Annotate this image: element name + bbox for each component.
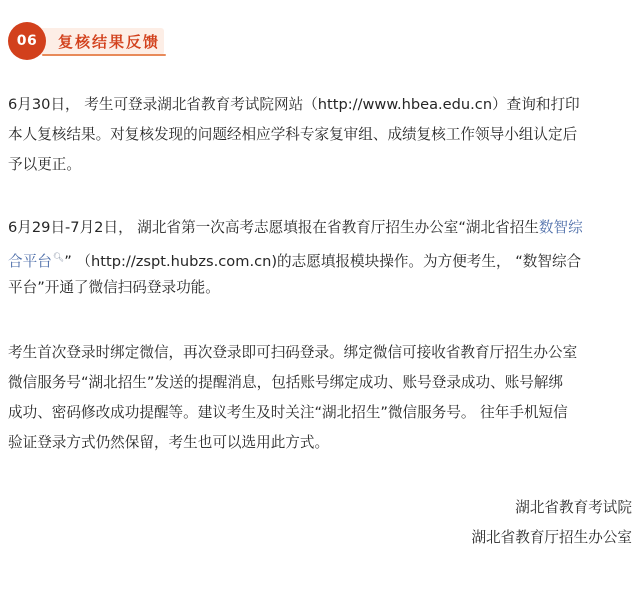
header-underline bbox=[42, 54, 166, 56]
paragraph-line: 考生首次登录时绑定微信，再次登录即可扫码登录。绑定微信可接收省教育厅招生办公室 bbox=[8, 344, 578, 361]
section-title: 复核结果反馈 bbox=[58, 33, 161, 51]
paragraph-review-results bbox=[8, 90, 634, 180]
paragraph-wechat-login bbox=[8, 338, 634, 458]
paragraph-line: 微信服务号“湖北招生”发送的提醒消息，包括账号绑定成功、账号登录成功、账号解绑 bbox=[8, 374, 564, 391]
paragraph-line bbox=[8, 243, 634, 273]
paragraph-text: 6月29日-7月2日， 湖北省第一次高考志愿填报在省教育厅招生办公室“湖北省招生 bbox=[8, 219, 539, 236]
signature-admissions-office: 湖北省教育厅招生办公室 bbox=[471, 529, 632, 546]
search-icon[interactable]: 🔍︎ bbox=[52, 253, 65, 263]
paragraph-line: 平台”开通了微信扫码登录功能。 bbox=[8, 279, 220, 296]
paragraph-line: 6月30日， 考生可登录湖北省教育考试院网站（http://www.hbea.edu.cn）查询和打印 bbox=[8, 96, 580, 113]
section-number-badge: 06 bbox=[8, 22, 46, 60]
section-header bbox=[8, 22, 166, 60]
paragraph-line: 本人复核结果。对复核发现的问题经相应学科专家复审组、成绩复核工作领导小组认定后 bbox=[8, 126, 578, 143]
paragraph-line: 验证登录方式仍然保留，考生也可以选用此方式。 bbox=[8, 434, 330, 451]
platform-link[interactable]: 数智综 bbox=[538, 219, 583, 236]
signature-exam-institute: 湖北省教育考试院 bbox=[515, 499, 632, 516]
platform-link[interactable]: 合平台 bbox=[8, 252, 52, 270]
paragraph-volunteer-filling bbox=[8, 213, 634, 303]
paragraph-line: 成功、密码修改成功提醒等。建议考生及时关注“湖北招生”微信服务号。 往年手机短信 bbox=[8, 404, 568, 421]
paragraph-line bbox=[8, 213, 634, 243]
paragraph-text: ” （http://zspt.hubzs.com.cn)的志愿填报模块操作。为方便考生， “数智综合 bbox=[64, 252, 582, 270]
paragraph-line: 予以更正。 bbox=[8, 156, 81, 173]
